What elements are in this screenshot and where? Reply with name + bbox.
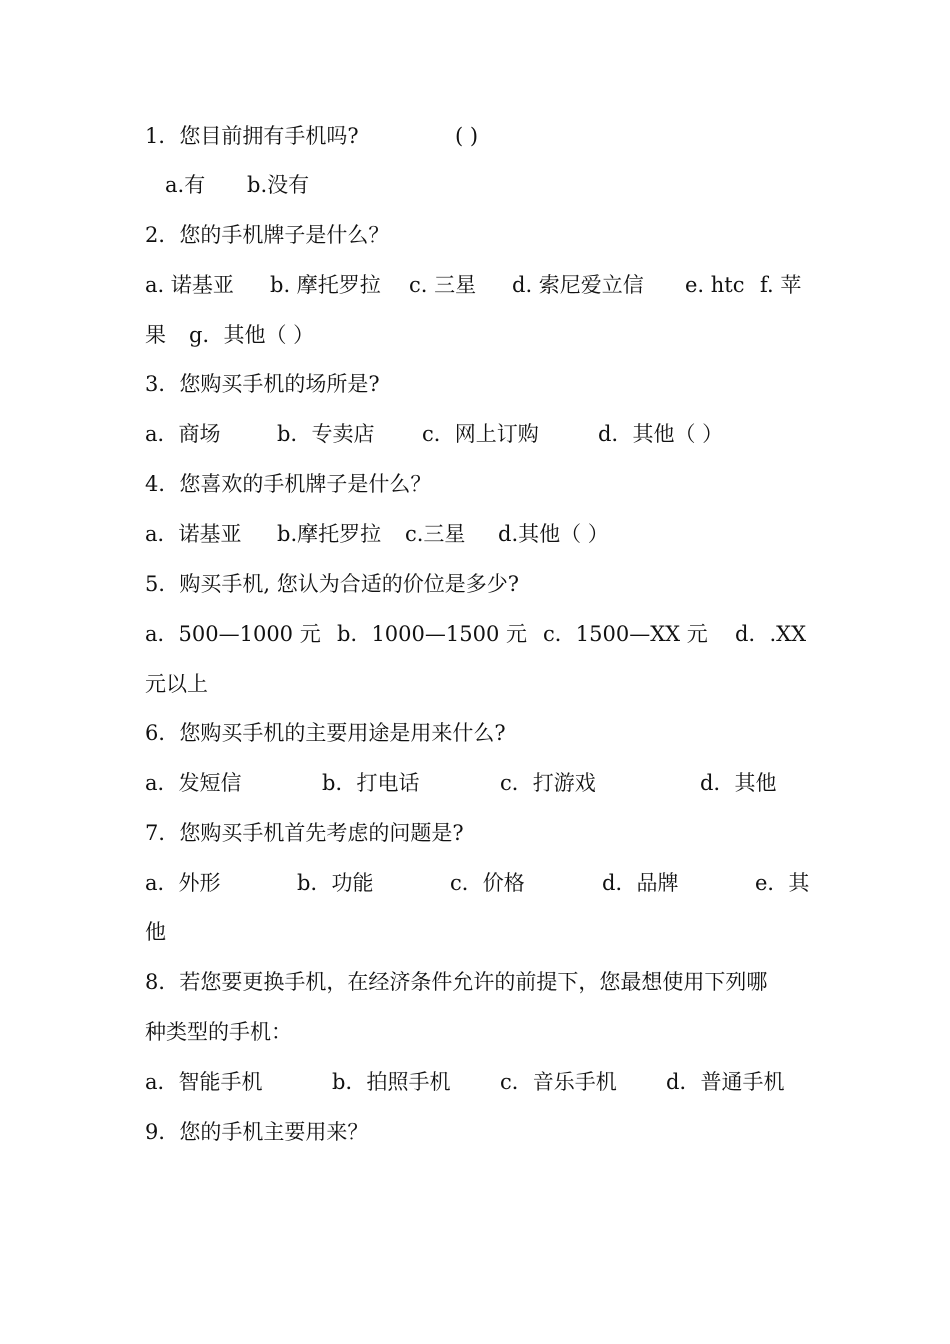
option-b: b．打电话: [322, 771, 420, 795]
option-b: b.没有: [247, 173, 310, 197]
option-b: b.摩托罗拉: [277, 522, 382, 546]
option-c: c.三星: [405, 522, 466, 546]
option-d: d. 索尼爱立信: [512, 273, 644, 297]
option-b: b．专卖店: [277, 422, 375, 446]
option-b: b．拍照手机: [332, 1070, 451, 1094]
option-d: d．其他: [700, 771, 777, 795]
option-d: d．其他（ ）: [598, 422, 724, 446]
question-text: 1．您目前拥有手机吗?: [145, 124, 359, 148]
option-c: c. 三星: [409, 273, 477, 297]
question-text: 4．您喜欢的手机牌子是什么？: [145, 472, 432, 496]
option-a: a．智能手机: [145, 1070, 263, 1094]
option-a: a．外形: [145, 871, 221, 895]
question-text: 7．您购买手机首先考虑的问题是?: [145, 821, 464, 845]
option-d: d．品牌: [602, 871, 679, 895]
question-text: 3．您购买手机的场所是?: [145, 372, 380, 396]
question-text: 9．您的手机主要用来？: [145, 1120, 369, 1144]
option-c: c．价格: [450, 871, 525, 895]
option-a: a．商场: [145, 422, 221, 446]
option-f-cont: 果: [145, 323, 166, 347]
option-c: c．网上订购: [422, 422, 539, 446]
question-text-cont: 种类型的手机：: [145, 1020, 292, 1044]
option-a: a．发短信: [145, 771, 242, 795]
option-g: g．其他（ ）: [189, 323, 315, 347]
option-a: a．诺基亚: [145, 522, 242, 546]
option-a: a．500—1000 元: [145, 622, 321, 646]
option-a: a. 诺基亚: [145, 273, 234, 297]
question-text: 5．购买手机, 您认为合适的价位是多少?: [145, 572, 519, 596]
question-text: 2．您的手机牌子是什么？: [145, 223, 390, 247]
question-text: 8．若您要更换手机，在经济条件允许的前提下，您最想使用下列哪: [145, 970, 768, 994]
option-e: e. htc: [685, 273, 745, 297]
option-d: d.其他（ ）: [498, 522, 609, 546]
answer-blank: ( ): [455, 124, 479, 148]
option-a: a.有: [165, 173, 206, 197]
option-e: e．其: [755, 871, 810, 895]
option-d: d．普通手机: [666, 1070, 785, 1094]
option-f: f. 苹: [760, 273, 802, 297]
option-b: b．1000—1500 元: [337, 622, 528, 646]
option-b: b．功能: [297, 871, 374, 895]
option-c: c．打游戏: [500, 771, 596, 795]
option-d: d．.XX: [735, 622, 807, 646]
question-text: 6．您购买手机的主要用途是用来什么?: [145, 721, 506, 745]
option-c: c．音乐手机: [500, 1070, 617, 1094]
option-d-cont: 元以上: [145, 672, 208, 696]
option-b: b. 摩托罗拉: [270, 273, 381, 297]
option-c: c．1500—XX 元: [543, 622, 708, 646]
option-e-cont: 他: [145, 920, 166, 944]
